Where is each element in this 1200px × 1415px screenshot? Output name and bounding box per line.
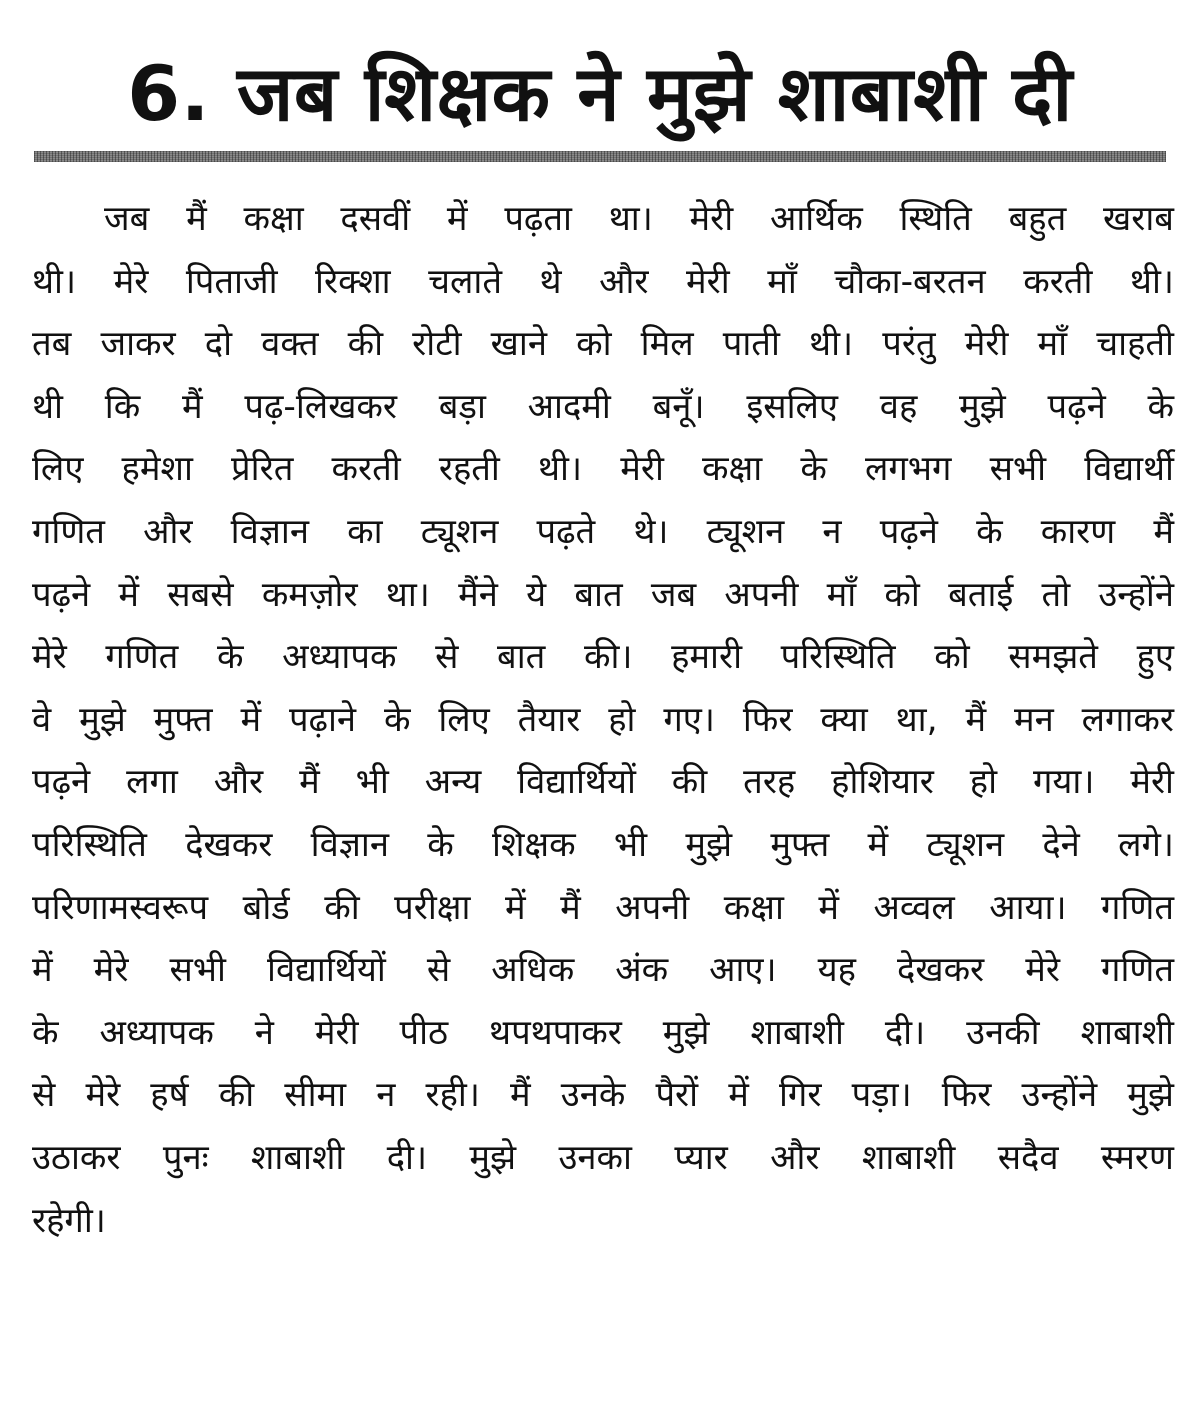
essay-title: 6. जब शिक्षक ने मुझे शाबाशी दी bbox=[127, 49, 1073, 138]
paragraph-line: परिणामस्वरूप बोर्ड की परीक्षा में मैं अपनी कक्षा में अव्वल आया। गणित bbox=[32, 887, 1174, 928]
paragraph-line: वे मुझे मुफ्त में पढ़ाने के लिए तैयार हो गए। फिर क्या था, मैं मन लगाकर bbox=[32, 699, 1174, 740]
paragraph-line: में मेरे सभी विद्यार्थियों से अधिक अंक आए। यह देखकर मेरे गणित bbox=[32, 950, 1174, 991]
paragraph-line: गणित और विज्ञान का ट्यूशन पढ़ते थे। ट्यूशन न पढ़ने के कारण मैं bbox=[32, 511, 1174, 552]
paragraph-line: थी कि मैं पढ़-लिखकर बड़ा आदमी बनूँ। इसलिए वह मुझे पढ़ने के bbox=[32, 386, 1174, 427]
paragraph-line: थी। मेरे पिताजी रिक्शा चलाते थे और मेरी माँ चौका-बरतन करती थी। bbox=[32, 261, 1174, 302]
title-divider bbox=[34, 151, 1166, 162]
paragraph-line: तब जाकर दो वक्त की रोटी खाने को मिल पाती थी। परंतु मेरी माँ चाहती bbox=[32, 324, 1174, 365]
paragraph-line: उठाकर पुनः शाबाशी दी। मुझे उनका प्यार और शाबाशी सदैव स्मरण bbox=[32, 1137, 1174, 1178]
paragraph-line: के अध्यापक ने मेरी पीठ थपथपाकर मुझे शाबाशी दी। उनकी शाबाशी bbox=[32, 1012, 1174, 1053]
paragraph-line: मेरे गणित के अध्यापक से बात की। हमारी परिस्थिति को समझते हुए bbox=[32, 637, 1174, 678]
paragraph-line: परिस्थिति देखकर विज्ञान के शिक्षक भी मुझे मुफ्त में ट्यूशन देने लगे। bbox=[32, 824, 1174, 865]
paragraph-line: रहेगी। bbox=[32, 1200, 106, 1241]
paragraph-line: पढ़ने में सबसे कमज़ोर था। मैंने ये बात जब अपनी माँ को बताई तो उन्होंने bbox=[32, 574, 1174, 615]
paragraph-line: जब मैं कक्षा दसवीं में पढ़ता था। मेरी आर्थिक स्थिति बहुत खराब bbox=[104, 199, 1174, 239]
paragraph-line: पढ़ने लगा और मैं भी अन्य विद्यार्थियों की तरह होशियार हो गया। मेरी bbox=[32, 762, 1174, 803]
essay-paragraph bbox=[32, 188, 1174, 1398]
paragraph-line: से मेरे हर्ष की सीमा न रही। मैं उनके पैरों में गिर पड़ा। फिर उन्होंने मुझे bbox=[32, 1075, 1174, 1116]
paragraph-line: लिए हमेशा प्रेरित करती रहती थी। मेरी कक्षा के लगभग सभी विद्यार्थी bbox=[32, 449, 1174, 490]
